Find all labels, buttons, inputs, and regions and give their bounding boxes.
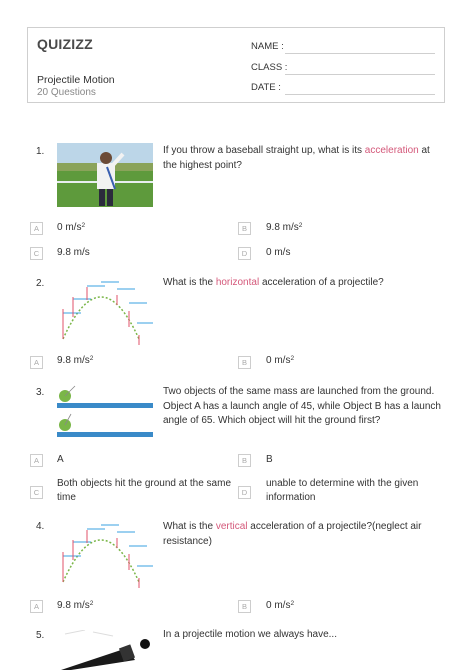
option-letter: B: [238, 454, 251, 467]
pitcher-photo: [57, 143, 153, 207]
option-letter: A: [30, 222, 43, 235]
worksheet-header: [27, 27, 445, 103]
question-text: What is the horizontal acceleration of a projectile?: [163, 277, 384, 288]
worksheet-title: Projectile Motion: [37, 74, 115, 86]
option-answer[interactable]: unable to determine with the given information: [266, 478, 419, 503]
question-number: 3.: [36, 387, 45, 398]
option-letter: C: [30, 247, 43, 260]
option-letter: D: [238, 247, 251, 260]
option-answer[interactable]: 9.8 $m/s^2$: [57, 600, 94, 611]
question-number: 2.: [36, 278, 45, 289]
option-letter: A: [30, 600, 43, 613]
name-field[interactable]: NAME :: [251, 41, 284, 52]
question-text: What is the vertical acceleration of a projectile?(neglect air resistance): [163, 521, 422, 547]
question-number: 1.: [36, 146, 45, 157]
question-text: Two objects of the same mass are launched from the ground. Object A has a launch angle of 45, while Object B has a launch angle of 65. Which object will hit the ground first?: [163, 386, 441, 426]
option-letter: A: [30, 454, 43, 467]
question-text: In a projectile motion we always have...: [163, 629, 337, 640]
option-letter: B: [238, 222, 251, 235]
option-answer[interactable]: A: [57, 454, 64, 465]
option-answer[interactable]: 0 $m/s^2$: [266, 355, 295, 366]
option-answer[interactable]: 9.8 m/s: [57, 247, 90, 258]
class-field[interactable]: CLASS :: [251, 62, 287, 73]
option-letter: C: [30, 486, 43, 499]
launch-angle-diagram: [57, 384, 153, 440]
date-field[interactable]: DATE :: [251, 82, 281, 93]
trajectory-diagram: [55, 275, 155, 345]
option-letter: B: [238, 356, 251, 369]
cannon-diagram: [57, 630, 153, 670]
question-text: If you throw a baseball straight up, what is its acceleration at the highest point?: [163, 145, 430, 171]
option-answer[interactable]: 0 $m/s^2$: [266, 600, 295, 611]
option-letter: B: [238, 600, 251, 613]
question-number: 4.: [36, 521, 45, 532]
option-answer[interactable]: 0 m/s: [266, 247, 291, 258]
option-answer[interactable]: B: [266, 454, 273, 465]
option-answer[interactable]: 9.8 $m/s^2$: [57, 355, 94, 366]
worksheet-question-count: 20 Questions: [37, 87, 96, 98]
question-number: 5.: [36, 630, 45, 641]
trajectory-diagram: [55, 518, 155, 588]
option-letter: D: [238, 486, 251, 499]
option-answer[interactable]: 9.8 $m/s^2$: [266, 222, 303, 233]
quizizz-logo: QUIZIZZ: [37, 36, 93, 52]
option-letter: A: [30, 356, 43, 369]
option-answer[interactable]: Both objects hit the ground at the same time: [57, 478, 231, 503]
option-answer[interactable]: 0 $m/s^2$: [57, 222, 86, 233]
